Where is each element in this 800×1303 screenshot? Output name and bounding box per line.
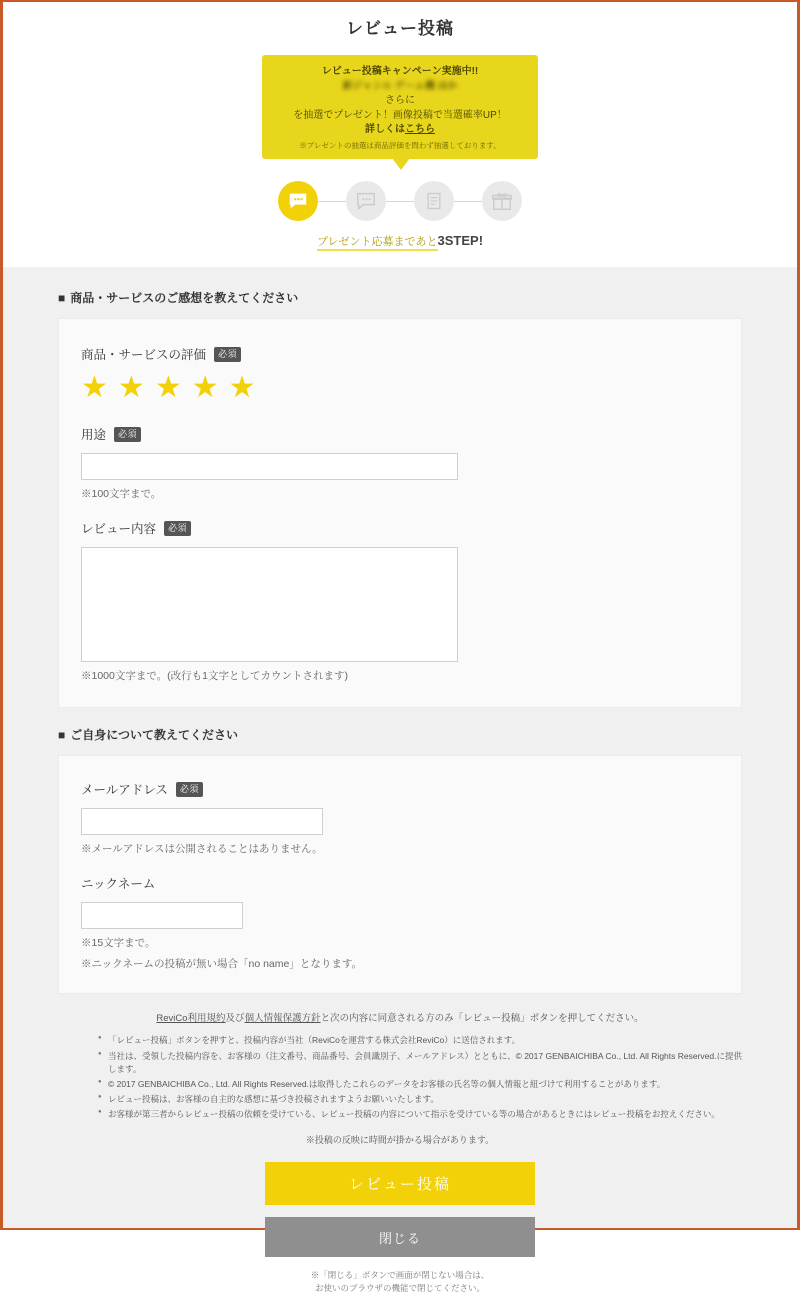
legal-item: ● © 2017 GENBAICHIBA Co., Ltd. All Rights Reserved.は取得したこれらのデータをお客様の氏名等の個人情報と紐づけて利用することがあります。 — [98, 1078, 742, 1091]
step-connector-1 — [318, 201, 346, 202]
section-marker-icon: ■ — [58, 291, 66, 306]
legal-list — [58, 1034, 742, 1121]
legal-center-note: ※投稿の反映に時間が掛かる場合があります。 — [305, 1135, 495, 1146]
review-body-label — [81, 519, 719, 537]
campaign-banner — [262, 55, 538, 159]
submit-review-button[interactable]: レビュー投稿 — [265, 1162, 535, 1205]
usage-label-text: 用途 — [81, 428, 107, 443]
star-4[interactable]: ★ — [191, 371, 219, 405]
legal-section — [3, 994, 797, 1146]
banner-detail-link[interactable]: こちら — [405, 124, 435, 135]
profile-section-title-text: ご自身について教えてください — [70, 728, 239, 743]
step-caption-strong: 3STEP! — [437, 233, 484, 249]
star-2[interactable]: ★ — [117, 371, 145, 405]
profile-section — [3, 708, 797, 994]
nickname-note-1: ※15文字まで。 — [81, 937, 156, 950]
banner-line-3: さらに — [385, 95, 415, 106]
nickname-input[interactable] — [81, 902, 243, 929]
star-1[interactable]: ★ — [81, 371, 108, 405]
review-section — [3, 267, 797, 708]
page-title: レビュー投稿 — [346, 19, 454, 38]
nickname-note-2: ※ニックネームの投稿が無い場合「no name」となります。 — [81, 958, 362, 971]
section-marker-icon-2: ■ — [58, 728, 66, 743]
banner-line-5-prefix: 詳しくは — [365, 124, 405, 135]
nickname-label — [81, 874, 719, 892]
step-2-chat-dots — [346, 181, 386, 221]
step-connector-2 — [386, 201, 414, 202]
banner-note: ※プレゼントの抽選は商品評価を問わず抽選しております。 — [299, 140, 501, 150]
gift-icon — [491, 190, 513, 212]
rating-stars[interactable] — [81, 373, 719, 403]
review-body-textarea[interactable] — [81, 547, 458, 662]
nickname-label-text: ニックネーム — [81, 877, 156, 892]
legal-head-mid: 及び — [225, 1013, 245, 1025]
review-body-required-badge: 必須 — [164, 521, 191, 536]
legal-head — [58, 1010, 742, 1024]
legal-item: ● お客様が第三者からレビュー投稿の依頼を受けている、レビュー投稿の内容について指示を受けている等の場合があるときにはレビュー投稿をお控えください。 — [98, 1108, 742, 1121]
legal-item: ● 当社は、受領した投稿内容を、お客様の（注文番号、商品番号、会員識別子、メールアドレス）とともに、© 2017 GENBAICHIBA Co., Ltd. All Rights Reserved.に提供します。 — [98, 1050, 742, 1076]
step-4-gift — [482, 181, 522, 221]
review-section-title-text: 商品・サービスのご感想を教えてください — [70, 291, 299, 306]
review-card — [58, 318, 742, 708]
footer-note-line-1: ※「閉じる」ボタンで画面が閉じない場合は、 — [310, 1270, 490, 1281]
rating-label-text: 商品・サービスの評価 — [81, 348, 207, 363]
chat-dots-icon — [355, 190, 377, 212]
step-3-document — [414, 181, 454, 221]
legal-item: ● 「レビュー投稿」ボタンを押すと、投稿内容が当社（ReviCoを運営する株式会社ReviCo）に送信されます。 — [98, 1034, 742, 1047]
star-3[interactable]: ★ — [154, 371, 182, 405]
action-buttons — [3, 1146, 797, 1257]
usage-required-badge: 必須 — [114, 427, 141, 442]
step-connector-3 — [454, 201, 482, 202]
step-indicator — [3, 181, 797, 221]
email-label-text: メールアドレス — [81, 783, 168, 798]
banner-line-2-blurred: 新ジャンル ゲーム機 ほか — [342, 80, 458, 92]
legal-head-tail: と次の内容に同意される方のみ「レビュー投稿」ボタンを押してください。 — [320, 1013, 644, 1025]
email-note: ※メールアドレスは公開されることはありません。 — [81, 843, 323, 856]
footer-note — [3, 1269, 797, 1303]
banner-line-5 — [270, 123, 530, 138]
email-label — [81, 780, 719, 798]
usage-note: ※100文字まで。 — [81, 488, 162, 501]
usage-input[interactable] — [81, 453, 458, 480]
header-area — [3, 2, 797, 267]
footer-note-line-2: お使いのブラウザの機能で閉じてください。 — [314, 1283, 485, 1294]
email-required-badge: 必須 — [176, 782, 203, 797]
usage-label — [81, 425, 719, 443]
review-body-label-text: レビュー内容 — [81, 522, 157, 537]
review-section-title — [58, 289, 742, 306]
legal-item: ● レビュー投稿は、お客様の自主的な感想に基づき投稿されますようお願いいたします。 — [98, 1093, 742, 1106]
document-icon — [424, 190, 444, 212]
terms-link[interactable]: ReviCo利用規約 — [156, 1013, 226, 1025]
star-5[interactable]: ★ — [228, 371, 256, 405]
campaign-banner-wrap — [3, 55, 797, 159]
banner-line-1: レビュー投稿キャンペーン実施中!! — [321, 66, 479, 77]
review-body-note: ※1000文字まで。(改行も1文字としてカウントされます) — [81, 670, 348, 683]
step-caption — [3, 233, 797, 249]
email-input[interactable] — [81, 808, 323, 835]
step-1-chat — [278, 181, 318, 221]
rating-required-badge: 必須 — [214, 347, 241, 362]
step-caption-prefix: プレゼント応募まであと — [317, 236, 438, 251]
banner-line-4: を抽選でプレゼント！画像投稿で当選確率UP！ — [293, 109, 507, 121]
close-button[interactable]: 閉じる — [265, 1217, 535, 1257]
rating-label — [81, 345, 719, 363]
chat-icon — [287, 190, 309, 212]
privacy-policy-link[interactable]: 個人情報保護方針 — [244, 1013, 321, 1025]
profile-card — [58, 755, 742, 994]
profile-section-title — [58, 726, 742, 743]
